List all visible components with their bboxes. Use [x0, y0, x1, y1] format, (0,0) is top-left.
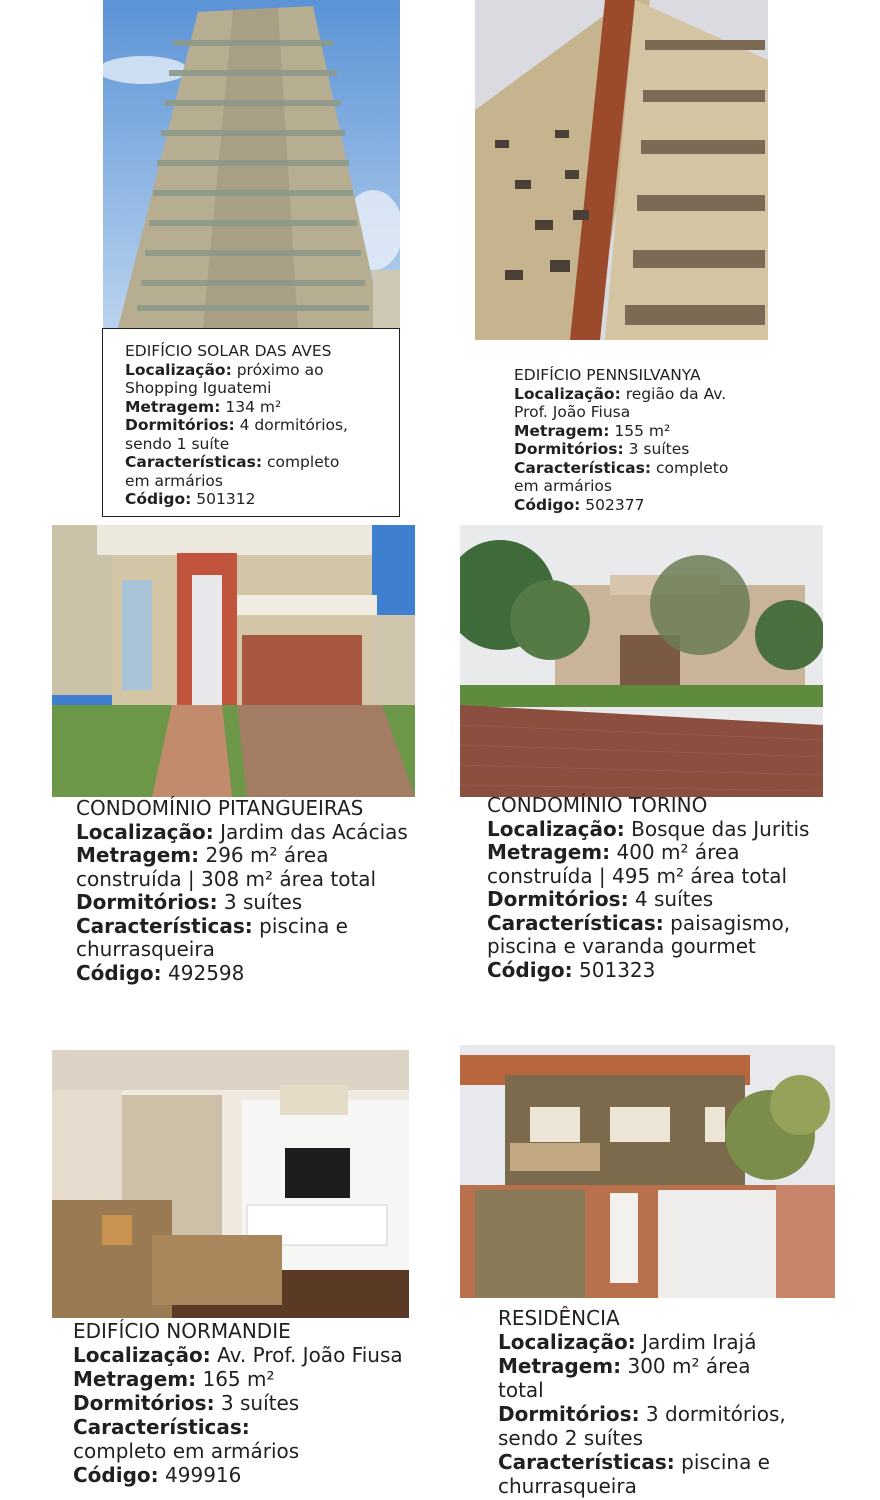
listing-line: Características: piscina e [498, 1450, 770, 1474]
listing-line: Características: completo [514, 458, 729, 477]
listing-line: Dormitórios: 4 dormitórios, [125, 416, 348, 434]
listing-line: total [498, 1378, 544, 1402]
listing-line: Características: completo [125, 453, 340, 471]
listing-line: piscina e varanda gourmet [487, 934, 756, 958]
listing-line: Metragem: 400 m² área [487, 840, 740, 864]
listing-line: Dormitórios: 3 suítes [514, 440, 690, 458]
listing-line: Dormitórios: 4 suítes [487, 887, 714, 911]
photo-condominio-pitangueiras [52, 525, 415, 797]
listing-line: em armários [514, 477, 612, 495]
listing-line: Localização: Jardim das Acácias [76, 819, 408, 844]
listing-title: EDIFÍCIO NORMANDIE [73, 1319, 291, 1343]
listing-line: Código: 501312 [125, 490, 256, 508]
listing-line: Características: [73, 1415, 250, 1439]
listing-line: sendo 1 suíte [125, 434, 230, 453]
listing-line: Localização: próximo ao [125, 360, 324, 379]
listing-title: RESIDÊNCIA [498, 1306, 620, 1330]
listing-line: Metragem: 300 m² área [498, 1354, 751, 1378]
listing-line: Localização: região da Av. [514, 384, 727, 403]
listing-line: Dormitórios: 3 dormitórios, [498, 1402, 786, 1426]
listing-title: EDIFÍCIO SOLAR DAS AVES [125, 342, 332, 360]
photo-condominio-torino [460, 525, 823, 797]
listing-title: CONDOMÍNIO PITANGUEIRAS [76, 796, 364, 820]
photo-edificio-solar-das-aves [103, 0, 400, 328]
listing-line: completo em armários [73, 1439, 300, 1463]
listing-title: CONDOMÍNIO TORINO [487, 793, 708, 817]
listing-line: Código: 492598 [76, 960, 245, 985]
listing-line: Localização: Bosque das Juritis [487, 816, 810, 841]
listing-line: Código: 501323 [487, 957, 656, 982]
listing-title: EDIFÍCIO PENNSILVANYA [514, 366, 701, 384]
listing-line: Shopping Iguatemi [125, 379, 272, 397]
listing-line: construída | 308 m² área total [76, 866, 377, 891]
listing-line: Características: paisagismo, [487, 910, 791, 935]
listing-line: Dormitórios: 3 suítes [73, 1391, 300, 1415]
listing-line: Metragem: 155 m² [514, 421, 671, 440]
listing-line: Prof. João Fiusa [514, 403, 631, 421]
listing-line: construída | 495 m² área total [487, 863, 788, 888]
photo-edificio-pennsilvanya [475, 0, 768, 340]
listing-pitangueiras [76, 797, 436, 985]
listing-line: Dormitórios: 3 suítes [76, 890, 303, 914]
listing-solar-das-aves [102, 328, 400, 517]
listing-line: Metragem: 296 m² área [76, 843, 329, 867]
listing-line: churrasqueira [76, 937, 215, 961]
listing-pennsilvanya [514, 366, 814, 514]
listing-line: churrasqueira [498, 1474, 637, 1498]
listing-line: em armários [125, 471, 223, 490]
listing-torino [487, 794, 857, 982]
photo-edificio-normandie [52, 1050, 409, 1318]
listing-line: Metragem: 165 m² [73, 1367, 275, 1391]
listing-line: Características: piscina e [76, 913, 348, 938]
listing-line: sendo 2 suítes [498, 1426, 643, 1450]
listing-line: Localização: Av. Prof. João Fiusa [73, 1343, 403, 1367]
listing-residencia [498, 1306, 838, 1498]
listing-line: Código: 499916 [73, 1463, 242, 1487]
listing-normandie [73, 1319, 413, 1487]
listing-line: Localização: Jardim Irajá [498, 1330, 757, 1354]
photo-residencia [460, 1045, 835, 1298]
listing-line: Metragem: 134 m² [125, 397, 282, 416]
listing-line: Código: 502377 [514, 495, 645, 514]
